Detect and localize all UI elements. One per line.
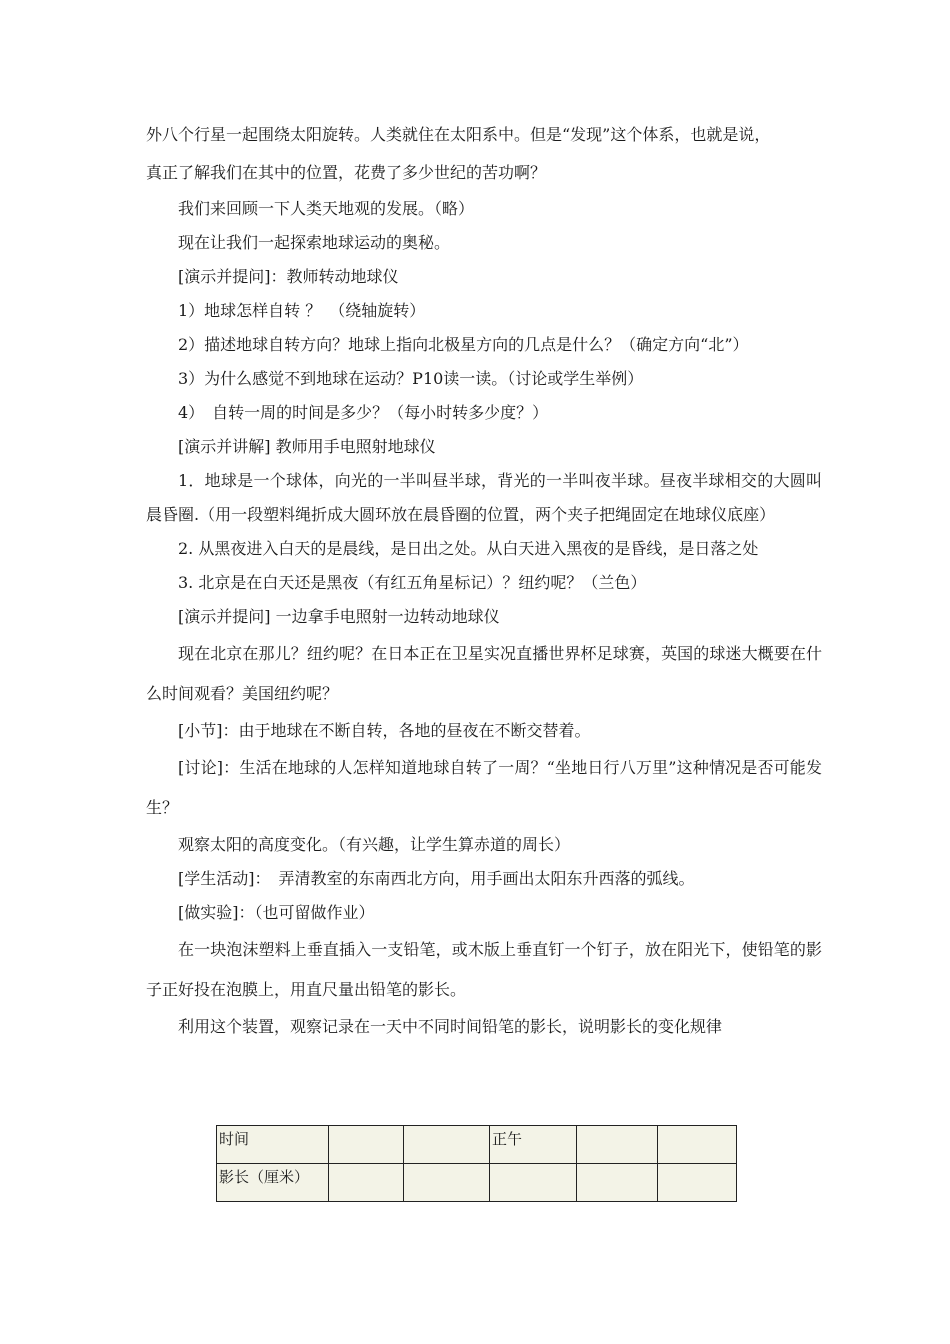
table-row [217,1164,737,1202]
paragraph-student-activity: [学生活动]： 弄清教室的东南西北方向，用手画出太阳东升西落的弧线。 [178,869,695,888]
paragraph-solar-system-line1: 外八个行星一起围绕太阳旋转。人类就住在太阳系中。但是“发现”这个体系，也就是说， [146,125,771,144]
document-body [146,118,822,1044]
paragraph-review: 我们来回顾一下人类天地观的发展。（略） [178,199,475,218]
table-cell: 影长（厘米） [217,1164,329,1202]
question-4: 4） 自转一周的时间是多少？（每小时转多少度？） [178,403,549,422]
table-cell: 时间 [217,1126,329,1164]
table-cell [658,1126,737,1164]
paragraph-explore: 现在让我们一起探索地球运动的奥秘。 [178,233,451,252]
table-cell [404,1126,490,1164]
point-3: 3. 北京是在白天还是黑夜（有红五角星标记）？纽约呢？（兰色） [178,573,647,592]
table-cell [577,1126,658,1164]
table-cell [577,1164,658,1202]
question-1: 1）地球怎样自转 ？ （绕轴旋转） [178,301,426,320]
question-3: 3）为什么感觉不到地球在运动？P10读一读。（讨论或学生举例） [178,369,644,388]
paragraph-demo-rotate: [演示并提问] 一边拿手电照射一边转动地球仪 [178,607,500,626]
question-2: 2）描述地球自转方向？地球上指向北极星方向的几点是什么？（确定方向“北”） [178,335,749,354]
paragraph-demo-question: [演示并提问]：教师转动地球仪 [178,267,399,286]
paragraph-experiment: [做实验]：（也可留做作业） [178,903,375,922]
paragraph-shadow-record: 利用这个装置，观察记录在一天中不同时间铅笔的影长，说明影长的变化规律 [178,1017,723,1036]
paragraph-demo-explain: [演示并讲解] 教师用手电照射地球仪 [178,437,436,456]
table-cell [404,1164,490,1202]
paragraph-beijing-newyork: 现在北京在那儿？纽约呢？在日本正在卫星实况直播世界杯足球赛，英国的球迷大概要在什么时间观看？美国纽约呢？ [146,644,822,703]
paragraph-discussion: [讨论]：生活在地球的人怎样知道地球自转了一周？“坐地日行八万里”这种情况是否可能发生？ [146,758,822,817]
table-cell [329,1164,404,1202]
table-cell [658,1164,737,1202]
paragraph-sun-height: 观察太阳的高度变化。（有兴趣，让学生算赤道的周长） [178,835,571,854]
shadow-length-table [216,1125,737,1202]
paragraph-summary: [小节]：由于地球在不断自转，各地的昼夜在不断交替着。 [178,721,591,740]
table-cell: 正午 [490,1126,577,1164]
point-1: 1．地球是一个球体，向光的一半叫昼半球，背光的一半叫夜半球。昼夜半球相交的大圆叫晨昏圈.（用一段塑料绳折成大圆环放在晨昏圈的位置，两个夹子把绳固定在地球仪底座） [146,471,822,524]
paragraph-solar-system-line2: 真正了解我们在其中的位置，花费了多少世纪的苦功啊？ [146,163,547,182]
table-cell [490,1164,577,1202]
paragraph-experiment-setup: 在一块泡沫塑料上垂直插入一支铅笔，或木版上垂直钉一个钉子，放在阳光下，使铅笔的影子正好投在泡膜上，用直尺量出铅笔的影长。 [146,940,822,999]
table-cell [329,1126,404,1164]
table-row [217,1126,737,1164]
point-2: 2. 从黑夜进入白天的是晨线，是日出之处。从白天进入黑夜的是昏线，是日落之处 [178,539,759,558]
